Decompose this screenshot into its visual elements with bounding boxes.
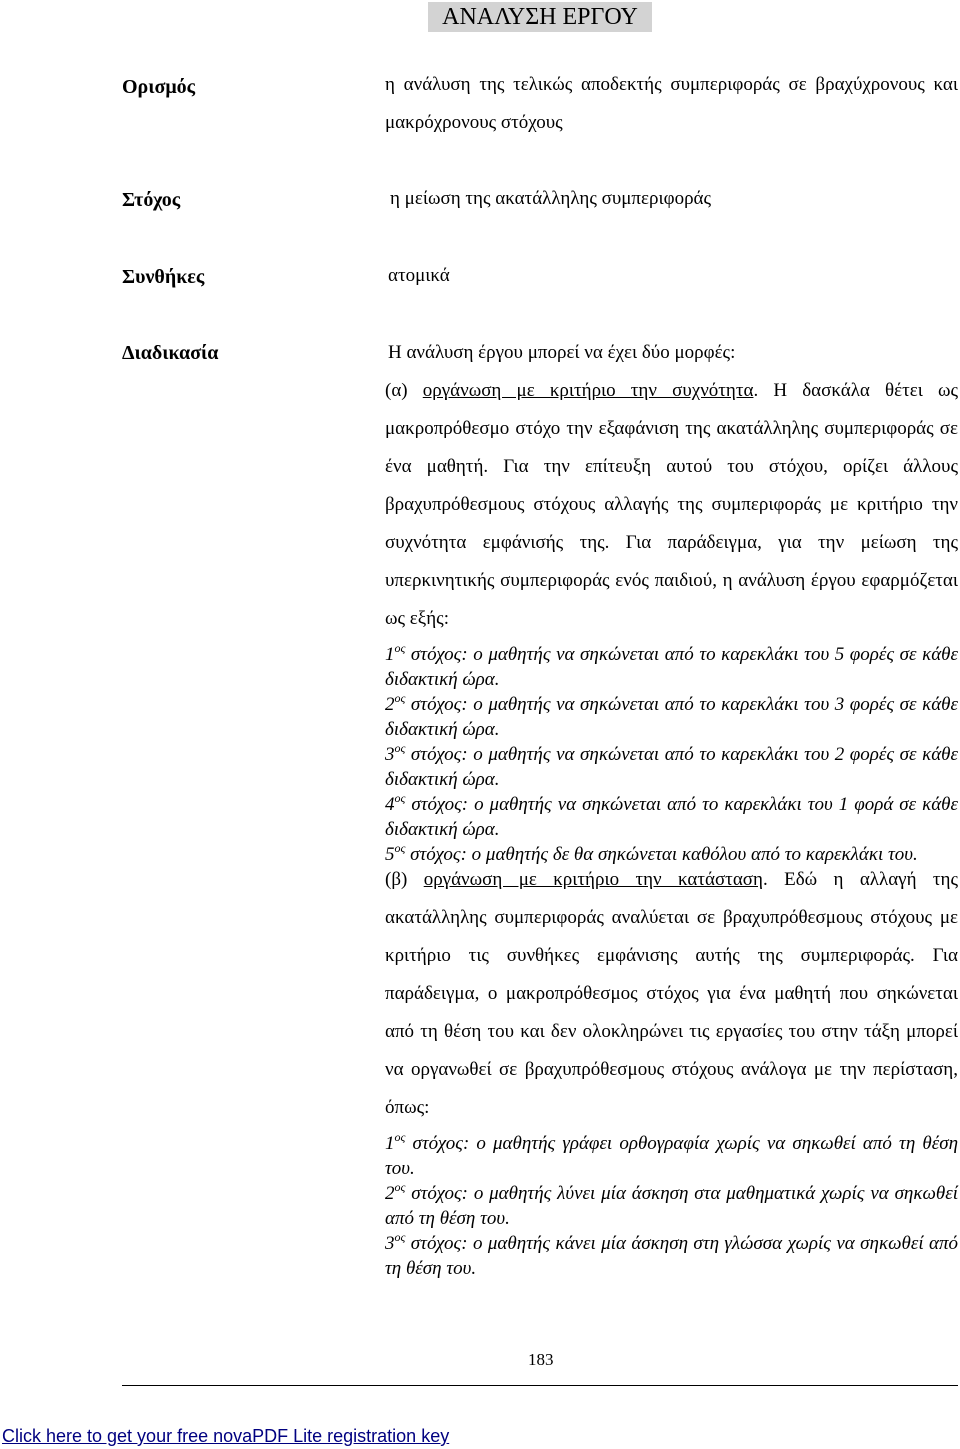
frequency-goal-item: $4^{o\varsigma}$ στόχος: ο μαθητής να σηκώνεται από το καρεκλάκι του 1 φορά σε κάθε διδακτική ώρα. — [385, 791, 958, 840]
procedure-label: Διαδικασία — [122, 342, 219, 364]
goal-label: Στόχος — [122, 189, 181, 211]
procedure-form-a — [385, 372, 958, 638]
procedure-content — [385, 334, 958, 1281]
frequency-goal-item: $2^{o\varsigma}$ στόχος: ο μαθητής να σηκώνεται από το καρεκλάκι του 3 φορές σε κάθε διδακτική ώρα. — [385, 691, 958, 740]
form-a-text: . Η δασκάλα θέτει ως μακροπρόθεσμο στόχο την εξαφάνιση της ακατάλληλης συμπεριφοράς σε ένα μαθητή. Για την επίτευξη αυτού του στόχου, ορίζει άλλους βραχυπρόθεσμους στόχους αλλαγής της συμπεριφοράς με κριτήριο την συχνότητα εμφάνισής της. Για παράδειγμα, για την μείωση της υπερκινητικής συμπεριφοράς ενός παιδιού, η ανάλυση έργου εφαρμόζεται ως εξής: — [385, 380, 959, 629]
situation-goals-list — [385, 1131, 958, 1281]
frequency-goal-item: $1^{o\varsigma}$ στόχος: ο μαθητής να σηκώνεται από το καρεκλάκι του 5 φορές σε κάθε διδακτική ώρα. — [385, 641, 958, 690]
form-a-prefix: (α) — [385, 380, 423, 401]
page-number: 183 — [528, 1350, 554, 1369]
frequency-goal-item: $5^{o\varsigma}$ στόχος: ο μαθητής δε θα σηκώνεται καθόλου από το καρεκλάκι του. — [385, 841, 918, 865]
form-b-heading: οργάνωση με κριτήριο την κατάσταση — [423, 869, 763, 890]
form-a-heading: οργάνωση με κριτήριο την συχνότητα — [422, 380, 754, 401]
frequency-goals-list — [385, 642, 958, 867]
registration-link[interactable]: Click here to get your free novaPDF Lite registration key — [2, 1426, 450, 1446]
frequency-goal-item: $3^{o\varsigma}$ στόχος: ο μαθητής να σηκώνεται από το καρεκλάκι του 2 φορές σε κάθε διδακτική ώρα. — [385, 741, 958, 790]
form-b-prefix: (β) — [385, 869, 424, 890]
page-title: ΑΝΑΛΥΣΗ ΕΡΓΟΥ — [428, 2, 652, 32]
definition-text: η ανάλυση της τελικώς αποδεκτής συμπεριφοράς σε βραχύχρονους και μακρόχρονους στόχους — [385, 74, 958, 133]
conditions-text: ατομικά — [388, 265, 450, 286]
footer-divider — [122, 1385, 958, 1386]
situation-goal-item: $2^{o\varsigma}$ στόχος: ο μαθητής λύνει μία άσκηση στα μαθηματικά χωρίς να σηκωθεί από τη θέση του. — [385, 1180, 958, 1229]
definition-label: Ορισμός — [122, 76, 196, 98]
situation-goal-item: $1^{o\varsigma}$ στόχος: ο μαθητής γράφει ορθογραφία χωρίς να σηκωθεί από τη θέση του. — [385, 1130, 958, 1179]
goal-text: η μείωση της ακατάλληλης συμπεριφοράς — [390, 188, 712, 209]
procedure-intro: Η ανάλυση έργου μπορεί να έχει δύο μορφές: — [388, 342, 736, 363]
situation-goal-item: $3^{o\varsigma}$ στόχος: ο μαθητής κάνει μία άσκηση στη γλώσσα χωρίς να σηκωθεί από τη θέση του. — [385, 1230, 958, 1279]
form-b-text: . Εδώ η αλλαγή της ακατάλληλης συμπεριφοράς αναλύεται σε βραχυπρόθεσμους στόχους με κριτήριο τις συνθήκες εμφάνισης αυτής της συμπεριφοράς. Για παράδειγμα, ο μακροπρόθεσμος στόχος για ένα μαθητή που σηκώνεται από τη θέση του και δεν ολοκληρώνει τις εργασίες του στην τάξη μπορεί να οργανωθεί σε βραχυπρόθεσμους στόχους ανάλογα με την περίσταση, όπως: — [385, 869, 958, 1118]
conditions-label: Συνθήκες — [122, 266, 205, 288]
procedure-form-b — [385, 861, 958, 1127]
